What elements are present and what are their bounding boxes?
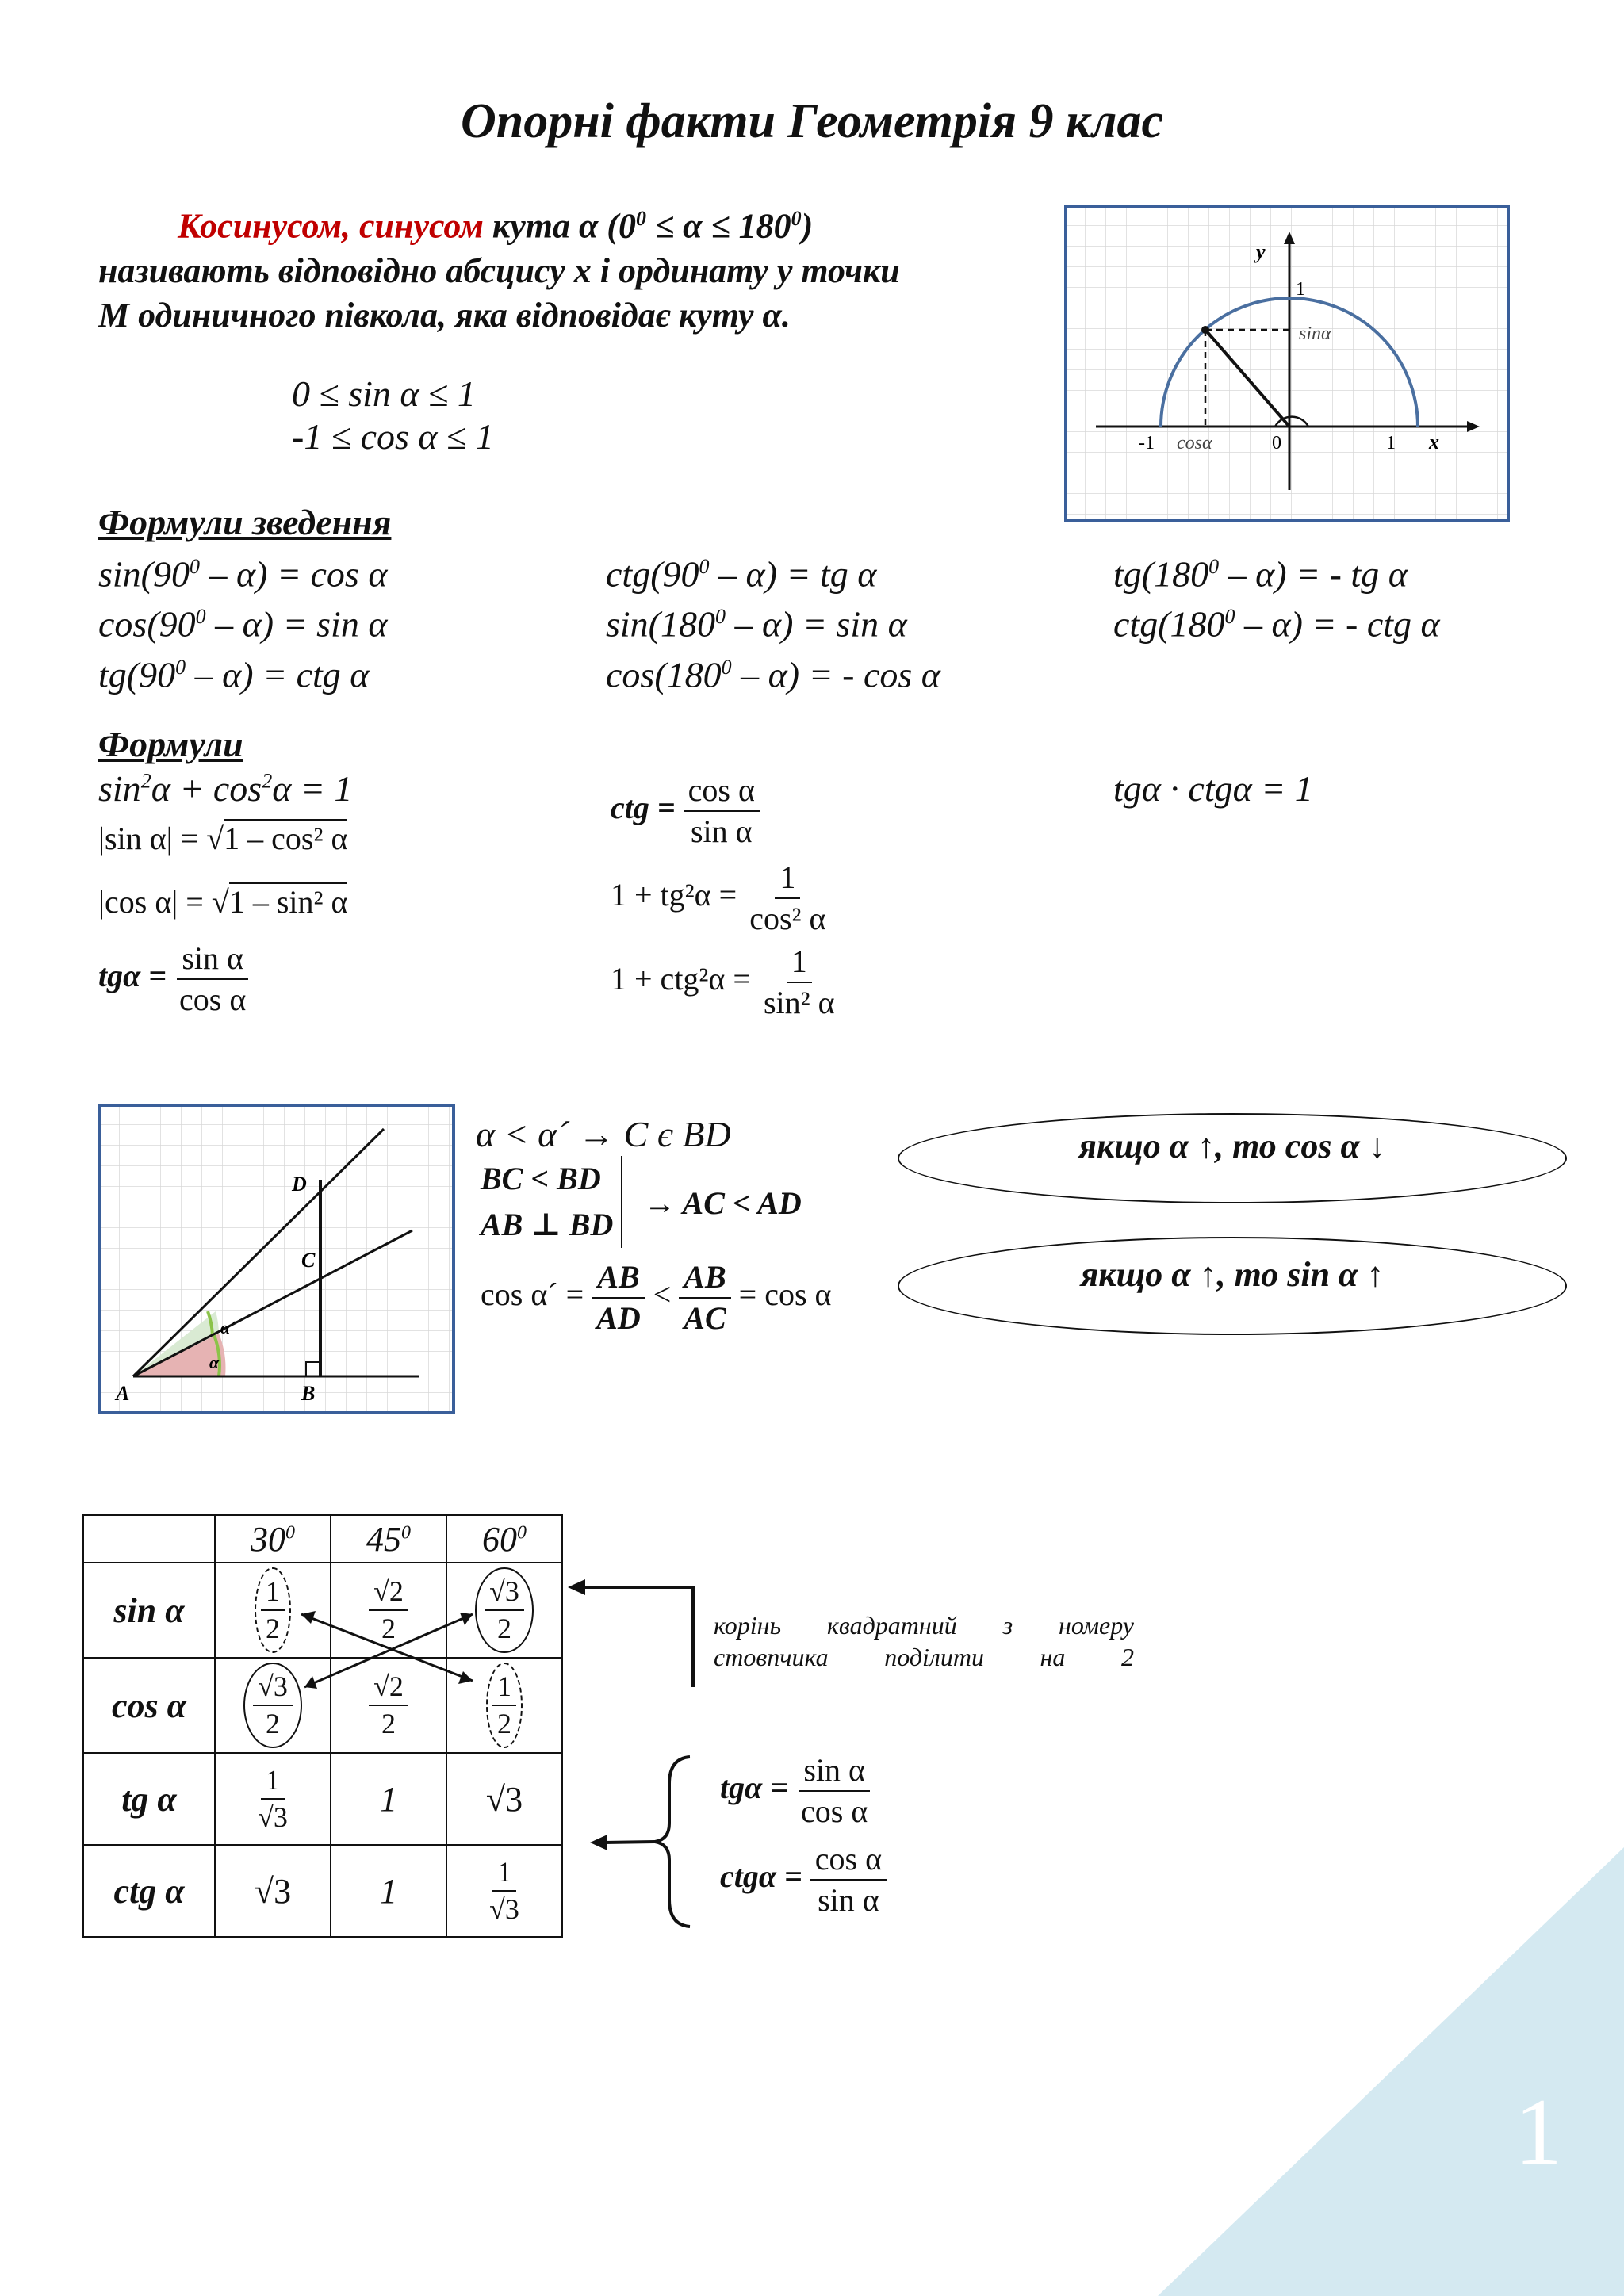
proof-result: → AC < AD [644, 1185, 802, 1221]
tg-definition: tgα = $\frac{\text{sin α}}{\text{cos α}}$ [98, 940, 251, 1018]
table-row: cos α $\frac{√3}{2}$ $\frac{√2}{2}$ $\frac{1}{2}$ [83, 1658, 562, 1753]
reduction-col1: $\sin(90^0 - \alpha) = \cos \alpha$ $\cos(90^0 - \alpha) = \sin \alpha$ $tg(90^0 - \alpha)$ = ctg α [98, 553, 388, 695]
brace-pointer [587, 1752, 698, 1931]
pointer-line [603, 1842, 655, 1843]
reduction-col3: $tg(180^0 - \alpha)$ = - tg α $ctg(180^0 - \alpha)$ = - ctg α [1113, 553, 1440, 645]
pythagorean-identity: $\sin^2\alpha + \cos^2\alpha = 1$ [98, 768, 353, 809]
definition-highlight: Косинусом, синусом [178, 206, 484, 246]
table-row: ctg α √3 1 $\frac{1}{√3}$ [83, 1845, 562, 1937]
one-top-label: 1 [1296, 279, 1305, 300]
reduction-col2: $ctg(90^0 - \alpha)$ = tg α $\sin(180^0 - \alpha) = \sin \alpha$ $\cos(180^0 - \alpha)$ = - cos α [606, 553, 940, 695]
arrowhead-icon [458, 1671, 473, 1684]
root-note: корінь квадратний з номеру стовпчика поділити на 2 [714, 1611, 1134, 1671]
page-number: 1 [1515, 2079, 1562, 2184]
table-row: sin α $\frac{1}{2}$ $\frac{√2}{2}$ $\frac{√3}{2}$ [83, 1563, 562, 1658]
swap-arrows [285, 1578, 492, 1712]
definition-text: ) [801, 206, 814, 246]
unit-semicircle-figure [1064, 205, 1510, 522]
definition-text: ≤ α ≤ 180 [645, 206, 791, 246]
page-title: Опорні факти Геометрія 9 клас [460, 94, 1164, 148]
ctg-definition: ctg = $\frac{\text{cos α}}{\text{sin α}}$ [611, 772, 760, 850]
table-header-row: $30^0$ $45^0$ $60^0$ [83, 1515, 562, 1563]
arrow-left-icon [590, 1835, 607, 1850]
deg-sup: 0 [791, 207, 802, 230]
figure-frame [1066, 206, 1508, 520]
note-pointer [565, 1568, 707, 1695]
proof-conditions [481, 1156, 622, 1248]
arrow-left-icon [568, 1579, 585, 1595]
abs-cos-formula: |cos α| = √1 – sin² α [98, 884, 348, 920]
tg-ctg-product: tgα · ctgα = 1 [1113, 768, 1313, 809]
ab-perp-bd: AB ⊥ BD [481, 1207, 614, 1242]
formulas-heading: Формули [98, 724, 243, 764]
label-b: B [301, 1382, 316, 1405]
pointer-line [571, 1587, 693, 1687]
label-d: D [292, 1173, 307, 1196]
proof-line1: α < α´ → C є BD [476, 1114, 731, 1154]
label-c: C [301, 1249, 316, 1272]
reduction-heading: Формули зведення [98, 502, 392, 542]
ctg-identity: 1 + ctg²α = $\frac{1}{\text{sin² α}}$ [611, 943, 835, 1020]
tg-identity: 1 + tg²α = $\frac{1}{\text{cos² α}}$ [611, 859, 826, 936]
cos-rule-text: якщо α ↑, то cos α ↓ [1078, 1127, 1386, 1165]
deg-sup: 0 [635, 207, 646, 230]
curly-brace-icon [655, 1757, 690, 1927]
cos-inequality: -1 ≤ cos α ≤ 1 [292, 416, 494, 457]
sin-label: sinα [1299, 323, 1331, 344]
sin-inequality: 0 ≤ sin α ≤ 1 [292, 373, 476, 414]
label-alpha-prime: α´ [220, 1318, 236, 1337]
zero-label: 0 [1272, 433, 1281, 453]
angle-comparison-figure [98, 1104, 455, 1414]
brace-tg-formula: tgα = $\frac{\text{sin α}}{\text{cos α}}$ [720, 1752, 872, 1830]
definition-line2: називають відповідно абсцису x і ординату y точки [98, 251, 900, 290]
sin-rule-text: якщо α ↑, то sin α ↑ [1080, 1255, 1385, 1294]
table-row: tg α $\frac{1}{√3}$ 1 √3 [83, 1753, 562, 1845]
definition-text: кута α (0 [483, 206, 636, 246]
cos-comparison: cos α´ = $\frac{AB}{AD}$ < $\frac{AB}{AC}$ = cos α [481, 1259, 832, 1336]
x-label: x [1429, 430, 1439, 453]
arrowhead-icon [301, 1611, 316, 1624]
abs-sin-formula: |sin α| = √1 – cos² α [98, 821, 348, 856]
minus-one-label: -1 [1139, 433, 1155, 453]
definition-line3: M одиничного півкола, яка відповідає куту α. [98, 295, 791, 335]
label-a: A [116, 1382, 130, 1405]
definition-paragraph [98, 197, 1050, 338]
bc-lt-bd: BC < BD [481, 1161, 601, 1196]
y-label: y [1256, 240, 1266, 263]
one-right-label: 1 [1386, 433, 1396, 453]
corner-decoration [1158, 1847, 1624, 2296]
brace-ctg-formula: ctgα = $\frac{\text{cos α}}{\text{sin α}}$ [720, 1841, 887, 1919]
cos-label: cosα [1177, 433, 1212, 453]
label-alpha: α [209, 1353, 220, 1372]
